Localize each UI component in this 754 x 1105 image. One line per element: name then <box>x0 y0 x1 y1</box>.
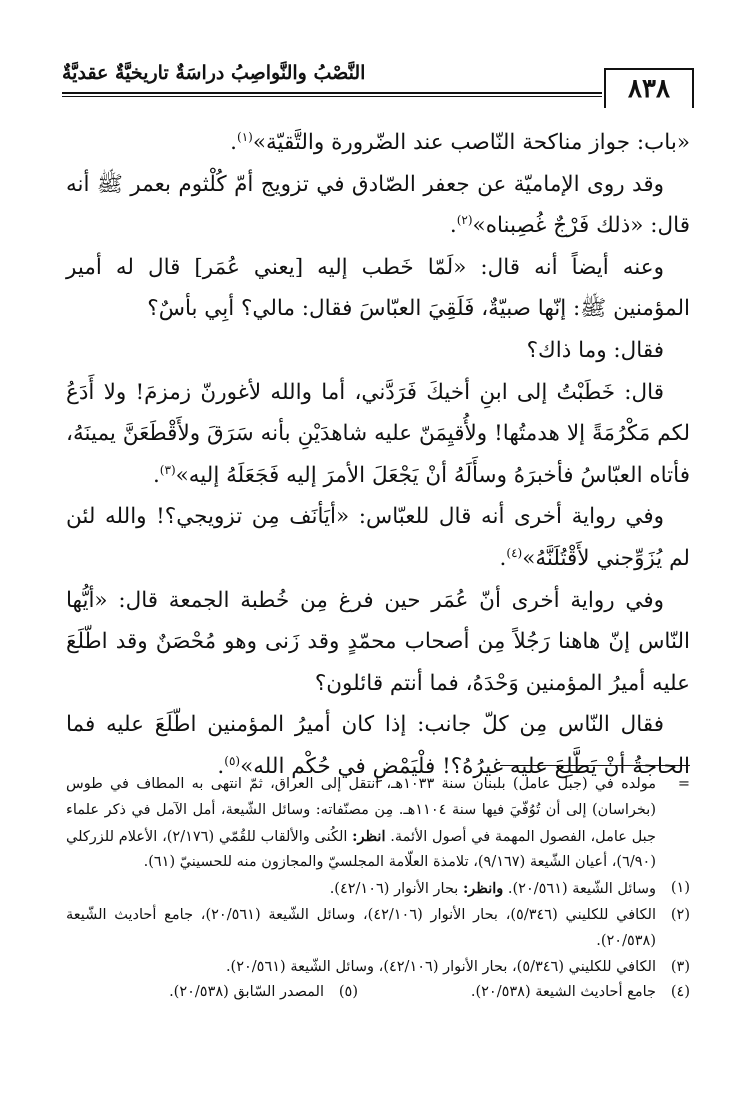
footnote-ref: (٢) <box>456 213 473 228</box>
running-header <box>62 58 694 110</box>
footnote-3: (٣) الكافي للكليني (٥/٣٤٦)، بحار الأنوار (٤٢/١٠٦)، وسائل الشّيعة (٢٠/٥٦١). <box>225 958 690 975</box>
header-rule <box>62 92 602 94</box>
paragraph: قال: خَطَبْتُ إلى ابنِ أخيكَ فَرَدَّني، أما والله لأغورنّ زمزمَ! ولا أَدَعُ لكم مَكْرُمَةً إلا هدمتُها! ولأُقيِمَنّ عليه شاهدَيْنِ بأنه سَرَقَ ولأَقْطَعَنَّ يمينَهُ، فأتاه العبّاسُ فأخبرَهُ وسأَلَهُ أنْ يَجْعَلَ الأمرَ إليه فَجَعَلَهُ إليه»$^{(٣)}$. <box>66 379 690 488</box>
paragraph: «باب: جواز مناكحة النّاصب عند الضّرورة والتَّقيّة»$^{(١)}$. <box>230 129 690 155</box>
main-text <box>66 122 690 788</box>
footnote-ref: (٤) <box>506 545 523 560</box>
footnote-separator <box>500 765 690 766</box>
header-rule-thin <box>62 96 602 97</box>
page-number: ٨٣٨ <box>628 74 670 104</box>
paragraph: فقال: وما ذاك؟ <box>526 337 664 363</box>
paragraph: وقد روى الإماميّة عن جعفر الصّادق في تزويج أمّ كُلْثوم بعمر ﷺ أنه قال: «ذلك فَرْجٌ غُصِبناه»$^{(٢)}$. <box>66 171 690 239</box>
footnote-1: (١) وسائل الشّيعة (٢٠/٥٦١). وانظر: بحار الأنوار (٤٢/١٠٦). <box>329 880 690 898</box>
footnotes <box>66 772 690 1006</box>
footnote-continued: = مولده في (جبل عامل) بلبنان سنة ١٠٣٣هـ، انتقل إلى العراق، ثمّ انتهى به المطاف في طوس (بخراسان) إلى أن تُوُفّيَ فيها سنة ١١٠٤هـ. مِن مصنّفاته: وسائل الشّيعة، أمل الآمل في ذكر علماء جبل عامل، الفصول المهمة في أصول الأئمة. انظر: الكُنى والألقاب للقُمّي (٢/١٧٦)، الأعلام للزركلي (٦/٩٠)، أعيان الشّيعة (٩/١٦٧)، تلامذة العلّامة المجلسيّ والمجازون منه للحسينيّ (٦١). <box>66 776 690 871</box>
footnote-4-5: (٤) جامع أحاديث الشيعة (٢٠/٥٣٨). (٥) المصدر السّابق (٢٠/٥٣٨). <box>169 984 690 1001</box>
paragraph: وفي رواية أخرى أنه قال للعبّاس: «أيَأنَف مِن تزويجي؟! والله لئن لم يُزَوِّجني لأَقْتُلَنَّهُ»$^{(٤)}$. <box>66 504 690 571</box>
footnote-ref: (١) <box>237 129 253 144</box>
footnote-ref: (٥) <box>224 753 241 768</box>
paragraph: وعنه أيضاً أنه قال: «لَمّا خَطب إليه [يعني عُمَر] قال له أمير المؤمنين ﷺ: إنّها صبيّةٌ، فَلَقِيَ العبّاسَ فقال: مالي؟ أبِي بأسٌ؟ <box>66 254 690 322</box>
running-title: النَّصْبُ والنَّواصِبُ دراسَةٌ تاريخيَّةٌ عقديَّةٌ <box>62 62 366 84</box>
footnote-2: (٢) الكافي للكليني (٥/٣٤٦)، بحار الأنوار (٤٢/١٠٦)، وسائل الشّيعة (٢٠/٥٦١)، جامع أحاديث الشّيعة (٢٠/٥٣٨). <box>66 906 690 949</box>
page-number-box <box>604 68 694 108</box>
footnote-ref: (٣) <box>159 462 176 477</box>
paragraph: وفي رواية أخرى أنّ عُمَر حين فرغ مِن خُطبة الجمعة قال: «أيُّها النّاس إنّ هاهنا رَجُلاً مِن أصحاب محمّدٍ وقد زَنى وهو مُحْصَنٌ وقد اطّلَعَ عليه أميرُ المؤمنين وَحْدَهُ، فما أنتم قائلون؟ <box>66 587 690 696</box>
paragraph: فقال النّاس مِن كلّ جانب: إذا كان أميرُ المؤمنين اطّلَعَ عليه فما الحاجةُ أنْ يَطَّلِعَ عليه غيرُهُ؟! فلْيَمْضِ في حُكْم الله»$^{(٥)}$. <box>66 712 690 779</box>
